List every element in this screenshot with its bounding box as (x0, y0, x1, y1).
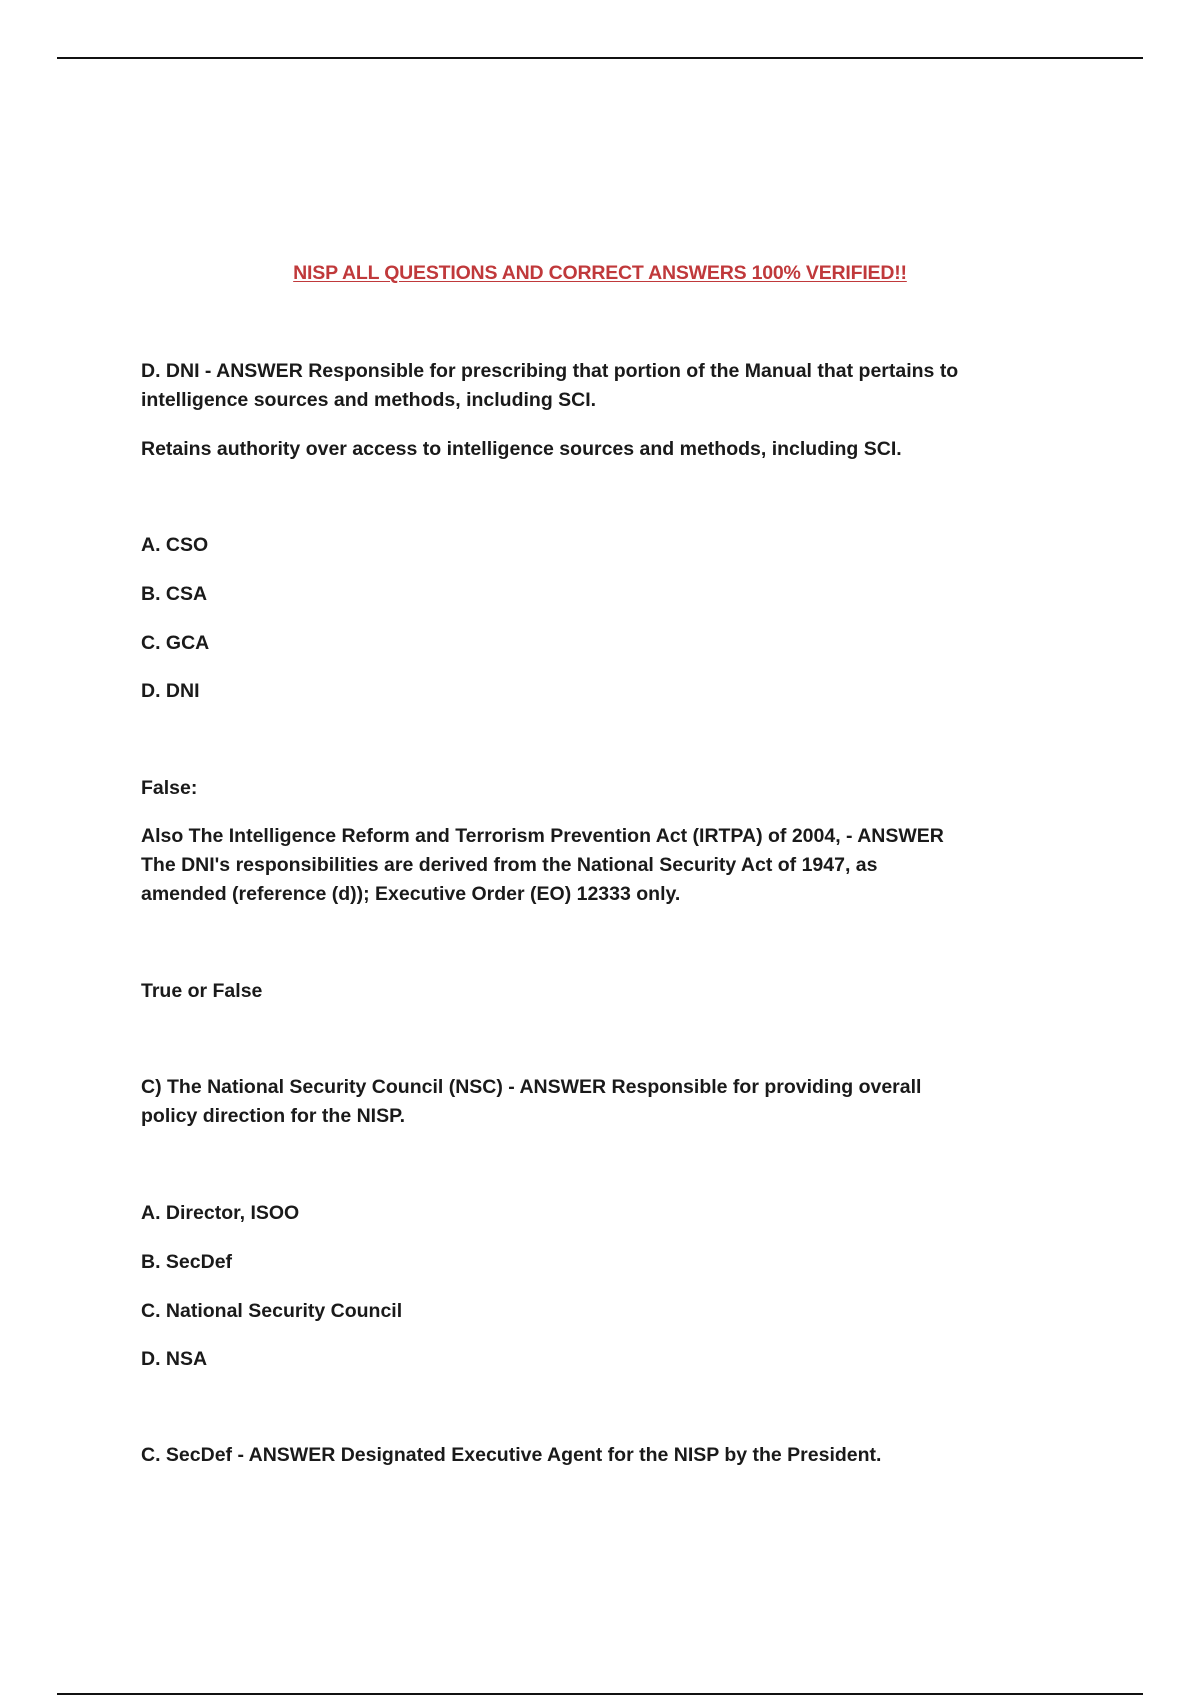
answer-line: intelligence sources and methods, including SCI. (141, 389, 597, 411)
false-label: False: (141, 777, 198, 799)
answer-block-irtpa (141, 822, 1081, 909)
option-item: B. CSA (141, 583, 208, 605)
option-item: C. GCA (141, 632, 210, 654)
answer-line: C. SecDef - ANSWER Designated Executive Agent for the NISP by the President. (141, 1444, 882, 1466)
answer-line: policy direction for the NISP. (141, 1105, 406, 1127)
answer-line: The DNI's responsibilities are derived from the National Security Act of 1947, as (141, 854, 878, 876)
option-item: D. DNI (141, 680, 200, 702)
true-or-false-label: True or False (141, 980, 263, 1002)
option-item: B. SecDef (141, 1251, 233, 1273)
option-item: A. CSO (141, 534, 209, 556)
answer-line: C) The National Security Council (NSC) - ANSWER Responsible for providing overall (141, 1076, 922, 1098)
answer-line: D. DNI - ANSWER Responsible for prescribing that portion of the Manual that pertains to (141, 360, 959, 382)
option-item: C. National Security Council (141, 1300, 403, 1322)
answer-block-dni (141, 357, 1081, 415)
document-title: NISP ALL QUESTIONS AND CORRECT ANSWERS 100% VERIFIED!! (293, 262, 907, 284)
answer-block-secdef (141, 1441, 1081, 1470)
answer-line: amended (reference (d)); Executive Order (EO) 12333 only. (141, 883, 681, 905)
answer-note (141, 435, 1081, 464)
top-rule (57, 57, 1143, 59)
answer-line: Also The Intelligence Reform and Terrorism Prevention Act (IRTPA) of 2004, - ANSWER (141, 825, 944, 847)
answer-line: Retains authority over access to intelligence sources and methods, including SCI. (141, 438, 902, 460)
option-item: A. Director, ISOO (141, 1202, 300, 1224)
option-item: D. NSA (141, 1348, 208, 1370)
answer-block-nsc (141, 1073, 1081, 1131)
bottom-rule (57, 1693, 1143, 1695)
